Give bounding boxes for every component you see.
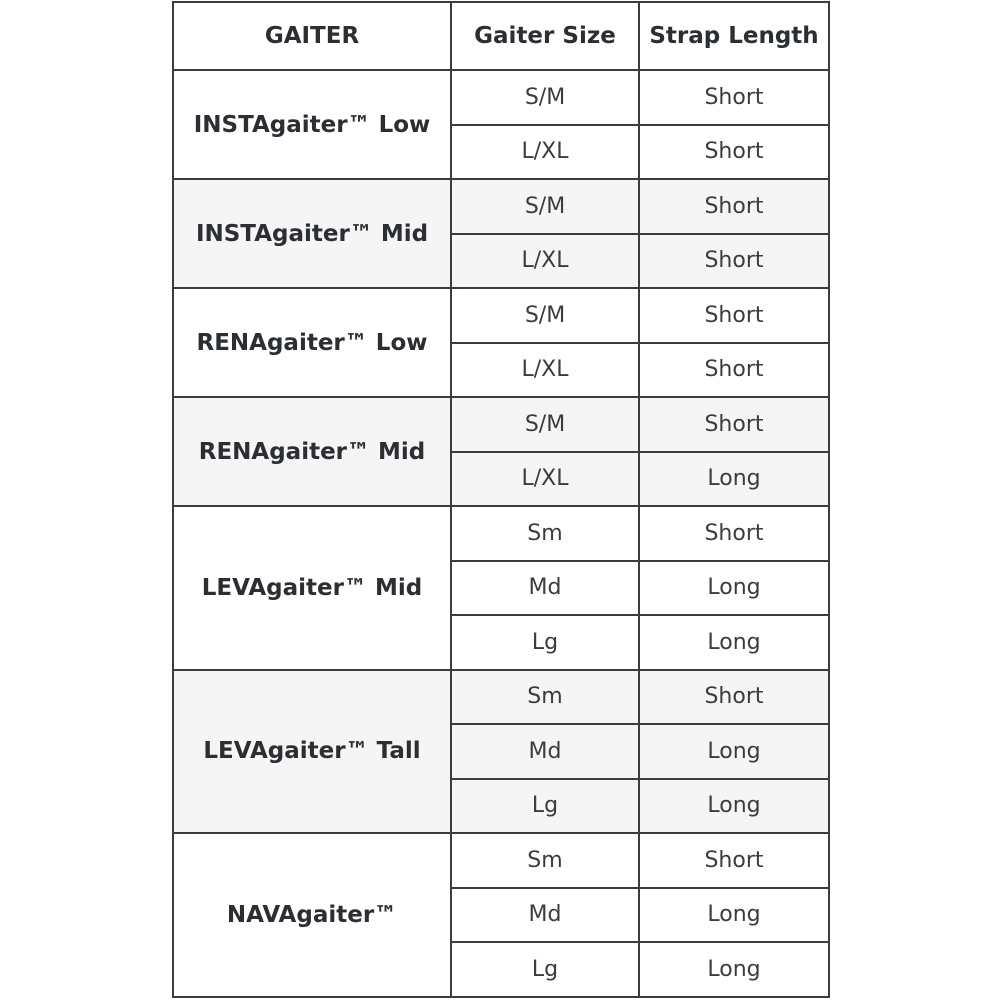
size-cell: S/M — [451, 288, 639, 343]
gaiter-size-chart — [172, 1, 830, 998]
strap-cell: Short — [639, 506, 829, 561]
strap-cell: Long — [639, 561, 829, 616]
size-cell: Sm — [451, 506, 639, 561]
size-cell: Sm — [451, 670, 639, 725]
table-row — [173, 397, 829, 452]
table-row — [173, 506, 829, 561]
strap-cell: Short — [639, 670, 829, 725]
size-cell: Md — [451, 888, 639, 943]
size-cell: Lg — [451, 615, 639, 670]
size-cell: S/M — [451, 397, 639, 452]
table-header — [173, 2, 829, 70]
strap-cell: Short — [639, 234, 829, 289]
strap-cell: Short — [639, 343, 829, 398]
strap-cell: Short — [639, 125, 829, 180]
size-cell: Sm — [451, 833, 639, 888]
table-row — [173, 670, 829, 725]
model-cell: INSTAgaiter™ Mid — [173, 179, 451, 288]
model-cell: LEVAgaiter™ Mid — [173, 506, 451, 670]
size-cell: Md — [451, 561, 639, 616]
strap-cell: Long — [639, 942, 829, 997]
size-cell: Lg — [451, 942, 639, 997]
table-row — [173, 288, 829, 343]
strap-cell: Long — [639, 888, 829, 943]
strap-cell: Long — [639, 615, 829, 670]
size-cell: L/XL — [451, 125, 639, 180]
model-cell: LEVAgaiter™ Tall — [173, 670, 451, 834]
size-cell: Lg — [451, 779, 639, 834]
table-row — [173, 179, 829, 234]
header-row — [173, 2, 829, 70]
strap-cell: Long — [639, 452, 829, 507]
strap-cell: Long — [639, 779, 829, 834]
header-strap-length: Strap Length — [639, 2, 829, 70]
size-cell: L/XL — [451, 343, 639, 398]
model-cell: INSTAgaiter™ Low — [173, 70, 451, 179]
size-cell: Md — [451, 724, 639, 779]
model-cell: RENAgaiter™ Low — [173, 288, 451, 397]
size-cell: S/M — [451, 70, 639, 125]
strap-cell: Short — [639, 70, 829, 125]
table-row — [173, 70, 829, 125]
table-row — [173, 833, 829, 888]
size-cell: L/XL — [451, 234, 639, 289]
table-body — [173, 70, 829, 997]
model-cell: RENAgaiter™ Mid — [173, 397, 451, 506]
strap-cell: Short — [639, 833, 829, 888]
header-gaiter: GAITER — [173, 2, 451, 70]
strap-cell: Long — [639, 724, 829, 779]
header-gaiter-size: Gaiter Size — [451, 2, 639, 70]
size-cell: S/M — [451, 179, 639, 234]
strap-cell: Short — [639, 179, 829, 234]
model-cell: NAVAgaiter™ — [173, 833, 451, 997]
strap-cell: Short — [639, 288, 829, 343]
size-cell: L/XL — [451, 452, 639, 507]
strap-cell: Short — [639, 397, 829, 452]
